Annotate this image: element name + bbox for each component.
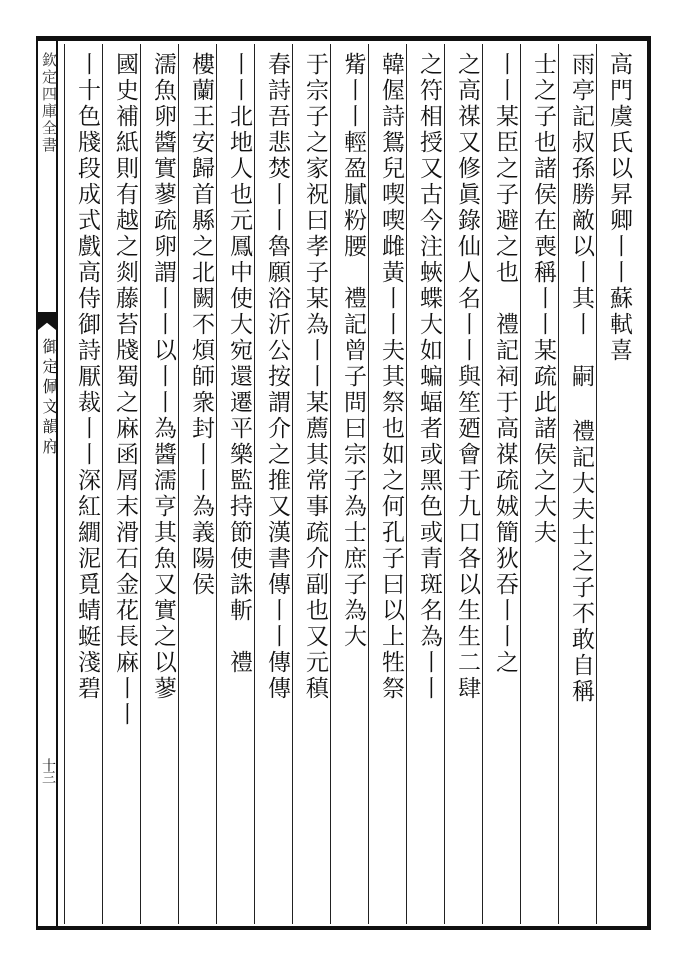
column-rule — [558, 44, 559, 924]
column-rule — [596, 44, 597, 924]
text-column: 濡魚卵醬實蓼疏卵謂丨丨以丨丨為醬濡亨其魚又實之以蓼 — [150, 52, 176, 702]
margin-header: 欽定四庫全書 — [40, 52, 58, 154]
text-column: 春詩吾悲焚丨丨魯願浴沂公按謂介之推又漢書傳丨丨傳傳 — [264, 52, 290, 702]
text-column: 于宗子之家祝曰孝子某為丨丨某薦其常事疏介副也又元稹 — [302, 52, 328, 702]
column-rule — [140, 44, 141, 924]
page-border-bottom — [36, 926, 651, 930]
column-rule — [444, 44, 445, 924]
text-column: 士之子也諸侯在喪稱丨丨某疏此諸侯之大夫 — [530, 52, 556, 546]
column-rule — [520, 44, 521, 924]
column-rule — [254, 44, 255, 924]
text-column: 之高禖又修眞錄仙人名丨丨與笙廼會于九口各以生生二肆 — [454, 52, 480, 702]
page-border-top — [36, 36, 651, 41]
column-rule — [292, 44, 293, 924]
column-rule — [482, 44, 483, 924]
text-column: 雨亭記叔孫勝敵以丨其丨 嗣 禮記大夫士之子不敢自稱 — [568, 52, 594, 705]
fish-tail-mark — [38, 312, 56, 330]
text-column: 丨丨北地人也元鳳中使大宛還遷平樂監持節使誅斬 禮 — [226, 52, 252, 676]
column-rule — [216, 44, 217, 924]
text-column: 觜丨丨輕盈膩粉腰 禮記曾子問曰宗子為士庶子為大 — [340, 52, 366, 650]
column-rule — [178, 44, 179, 924]
page-border-right — [647, 36, 651, 930]
column-rule — [330, 44, 331, 924]
page-number: 十三 — [40, 758, 56, 782]
column-rule — [102, 44, 103, 924]
book-title: 御定佩文韻府 — [40, 338, 59, 458]
text-column: 高門虞氏以昇卿丨丨蘇軾喜 — [606, 52, 632, 364]
text-column: 之符相授又古今注蛺蝶大如蝙蝠者或黑色或青斑名為丨丨 — [416, 52, 442, 702]
text-column: 樓蘭王安歸首縣之北闕不煩師衆封丨丨為義陽侯 — [188, 52, 214, 598]
text-column: 韓偓詩鴛兒喫喫雌黃丨丨夫其祭也如之何孔子曰以上牲祭 — [378, 52, 404, 702]
text-column: 丨十色牋段成式戲高侍御詩厭裁丨丨深紅繝泥覓蜻蜓淺碧 — [74, 52, 100, 702]
column-rule — [368, 44, 369, 924]
text-column: 丨丨某臣之子避之也 禮記祠于高禖疏娀簡狄吞丨丨之 — [492, 52, 518, 676]
text-column: 國史補紙則有越之剡藤苔牋蜀之麻函屑末滑石金花長麻丨丨 — [112, 52, 138, 728]
column-rule — [406, 44, 407, 924]
